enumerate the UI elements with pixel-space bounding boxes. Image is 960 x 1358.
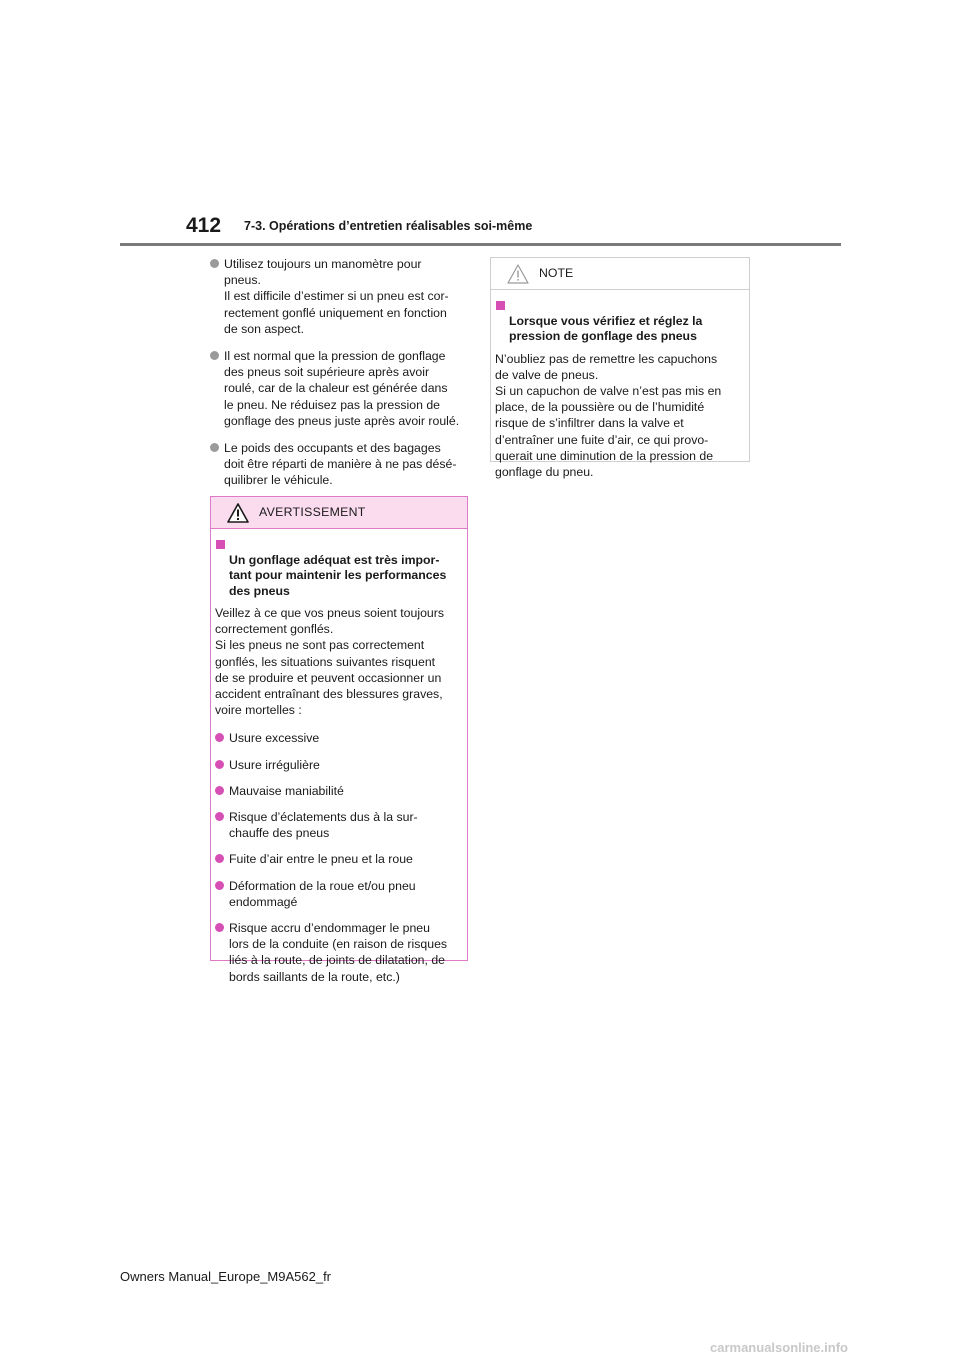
page-number: 412 [186, 214, 222, 237]
note-heading [495, 298, 745, 345]
bullet-icon [210, 443, 219, 452]
warning-title: AVERTISSEMENT [259, 505, 366, 519]
warning-triangle-icon [227, 503, 249, 523]
list-item [210, 348, 472, 429]
header-divider [120, 243, 841, 246]
bullet-icon [215, 923, 224, 932]
bullet-icon [215, 854, 224, 863]
warning-header [211, 497, 467, 529]
list-item-text: Utilisez toujours un manomètre pour pneus. Il est difficile d’estimer si un pneu est cor- rectement gonflé uniquement en fonction de son aspect. [224, 257, 449, 336]
list-item [215, 730, 463, 746]
bullet-icon [215, 881, 224, 890]
warning-paragraph: Veillez à ce que vos pneus soient toujours correctement gonflés. Si les pneus ne sont pas correctement gonflés, les situations suivantes risquent de se produire et peuvent occasionner un accident entraînant des blessures graves, voire mortelles : [215, 606, 445, 718]
list-item-text: Le poids des occupants et des bagages doit être réparti de manière à ne pas désé- quilibrer le véhicule. [224, 441, 457, 488]
list-item-text: Risque d’éclatements dus à la sur- chauffe des pneus [229, 810, 418, 841]
bullet-icon [215, 812, 224, 821]
list-item-text: Usure excessive [229, 731, 320, 746]
warning-list [215, 730, 463, 984]
bullet-icon [215, 760, 224, 769]
bullet-icon [215, 786, 224, 795]
list-item [215, 878, 463, 910]
list-item-text: Déformation de la roue et/ou pneu endommagé [229, 878, 416, 909]
note-paragraph: N’oubliez pas de remettre les capuchons de valve de pneus. Si un capuchon de valve n’est pas mis en place, de la poussière ou de l’humidité risque de s’infiltrer dans la valve et d’entraîner une fuite d’air, ce qui provo- querait une diminution de la pression de gonflage du pneu. [495, 351, 722, 479]
bullet-icon [215, 733, 224, 742]
list-item-text: Mauvaise maniabilité [229, 783, 344, 798]
square-bullet-icon [496, 301, 505, 310]
list-item-text: Risque accru d’endommager le pneu lors de la conduite (en raison de risques liés à la route, de joints de dilatation, de bords saillants de la route, etc.) [229, 921, 448, 984]
list-item [215, 783, 463, 799]
list-item [215, 809, 463, 841]
warning-heading [215, 537, 463, 599]
list-item [215, 757, 463, 773]
note-heading-text: Lorsque vous vérifiez et réglez la pression de gonflage des pneus [509, 313, 703, 343]
bullet-icon [210, 351, 219, 360]
note-box [490, 257, 750, 479]
warning-heading-text: Un gonflage adéquat est très impor- tant pour maintenir les performances des pneus [229, 552, 447, 598]
note-title: NOTE [539, 266, 574, 280]
list-item-text: Il est normal que la pression de gonflage des pneus soit supérieure après avoir roulé, car de la chaleur est générée dans le pneu. Ne réduisez pas la pression de gonflage des pneus juste après avoir roulé. [224, 349, 460, 428]
footer-manual-id: Owners Manual_Europe_M9A562_fr [120, 1269, 332, 1284]
bullet-icon [210, 259, 219, 268]
tips-list [210, 256, 472, 500]
list-item [215, 920, 463, 985]
section-title: 7-3. Opérations d’entretien réalisables soi-même [244, 219, 533, 233]
warning-box [210, 496, 468, 984]
note-header [491, 258, 749, 290]
list-item-text: Fuite d’air entre le pneu et la roue [229, 852, 413, 867]
list-item [215, 851, 463, 867]
list-item [210, 440, 472, 489]
caution-triangle-icon [507, 264, 529, 284]
list-item [210, 256, 472, 337]
square-bullet-icon [216, 540, 225, 549]
watermark: carmanualsonline.info [710, 1340, 848, 1355]
list-item-text: Usure irrégulière [229, 757, 320, 772]
